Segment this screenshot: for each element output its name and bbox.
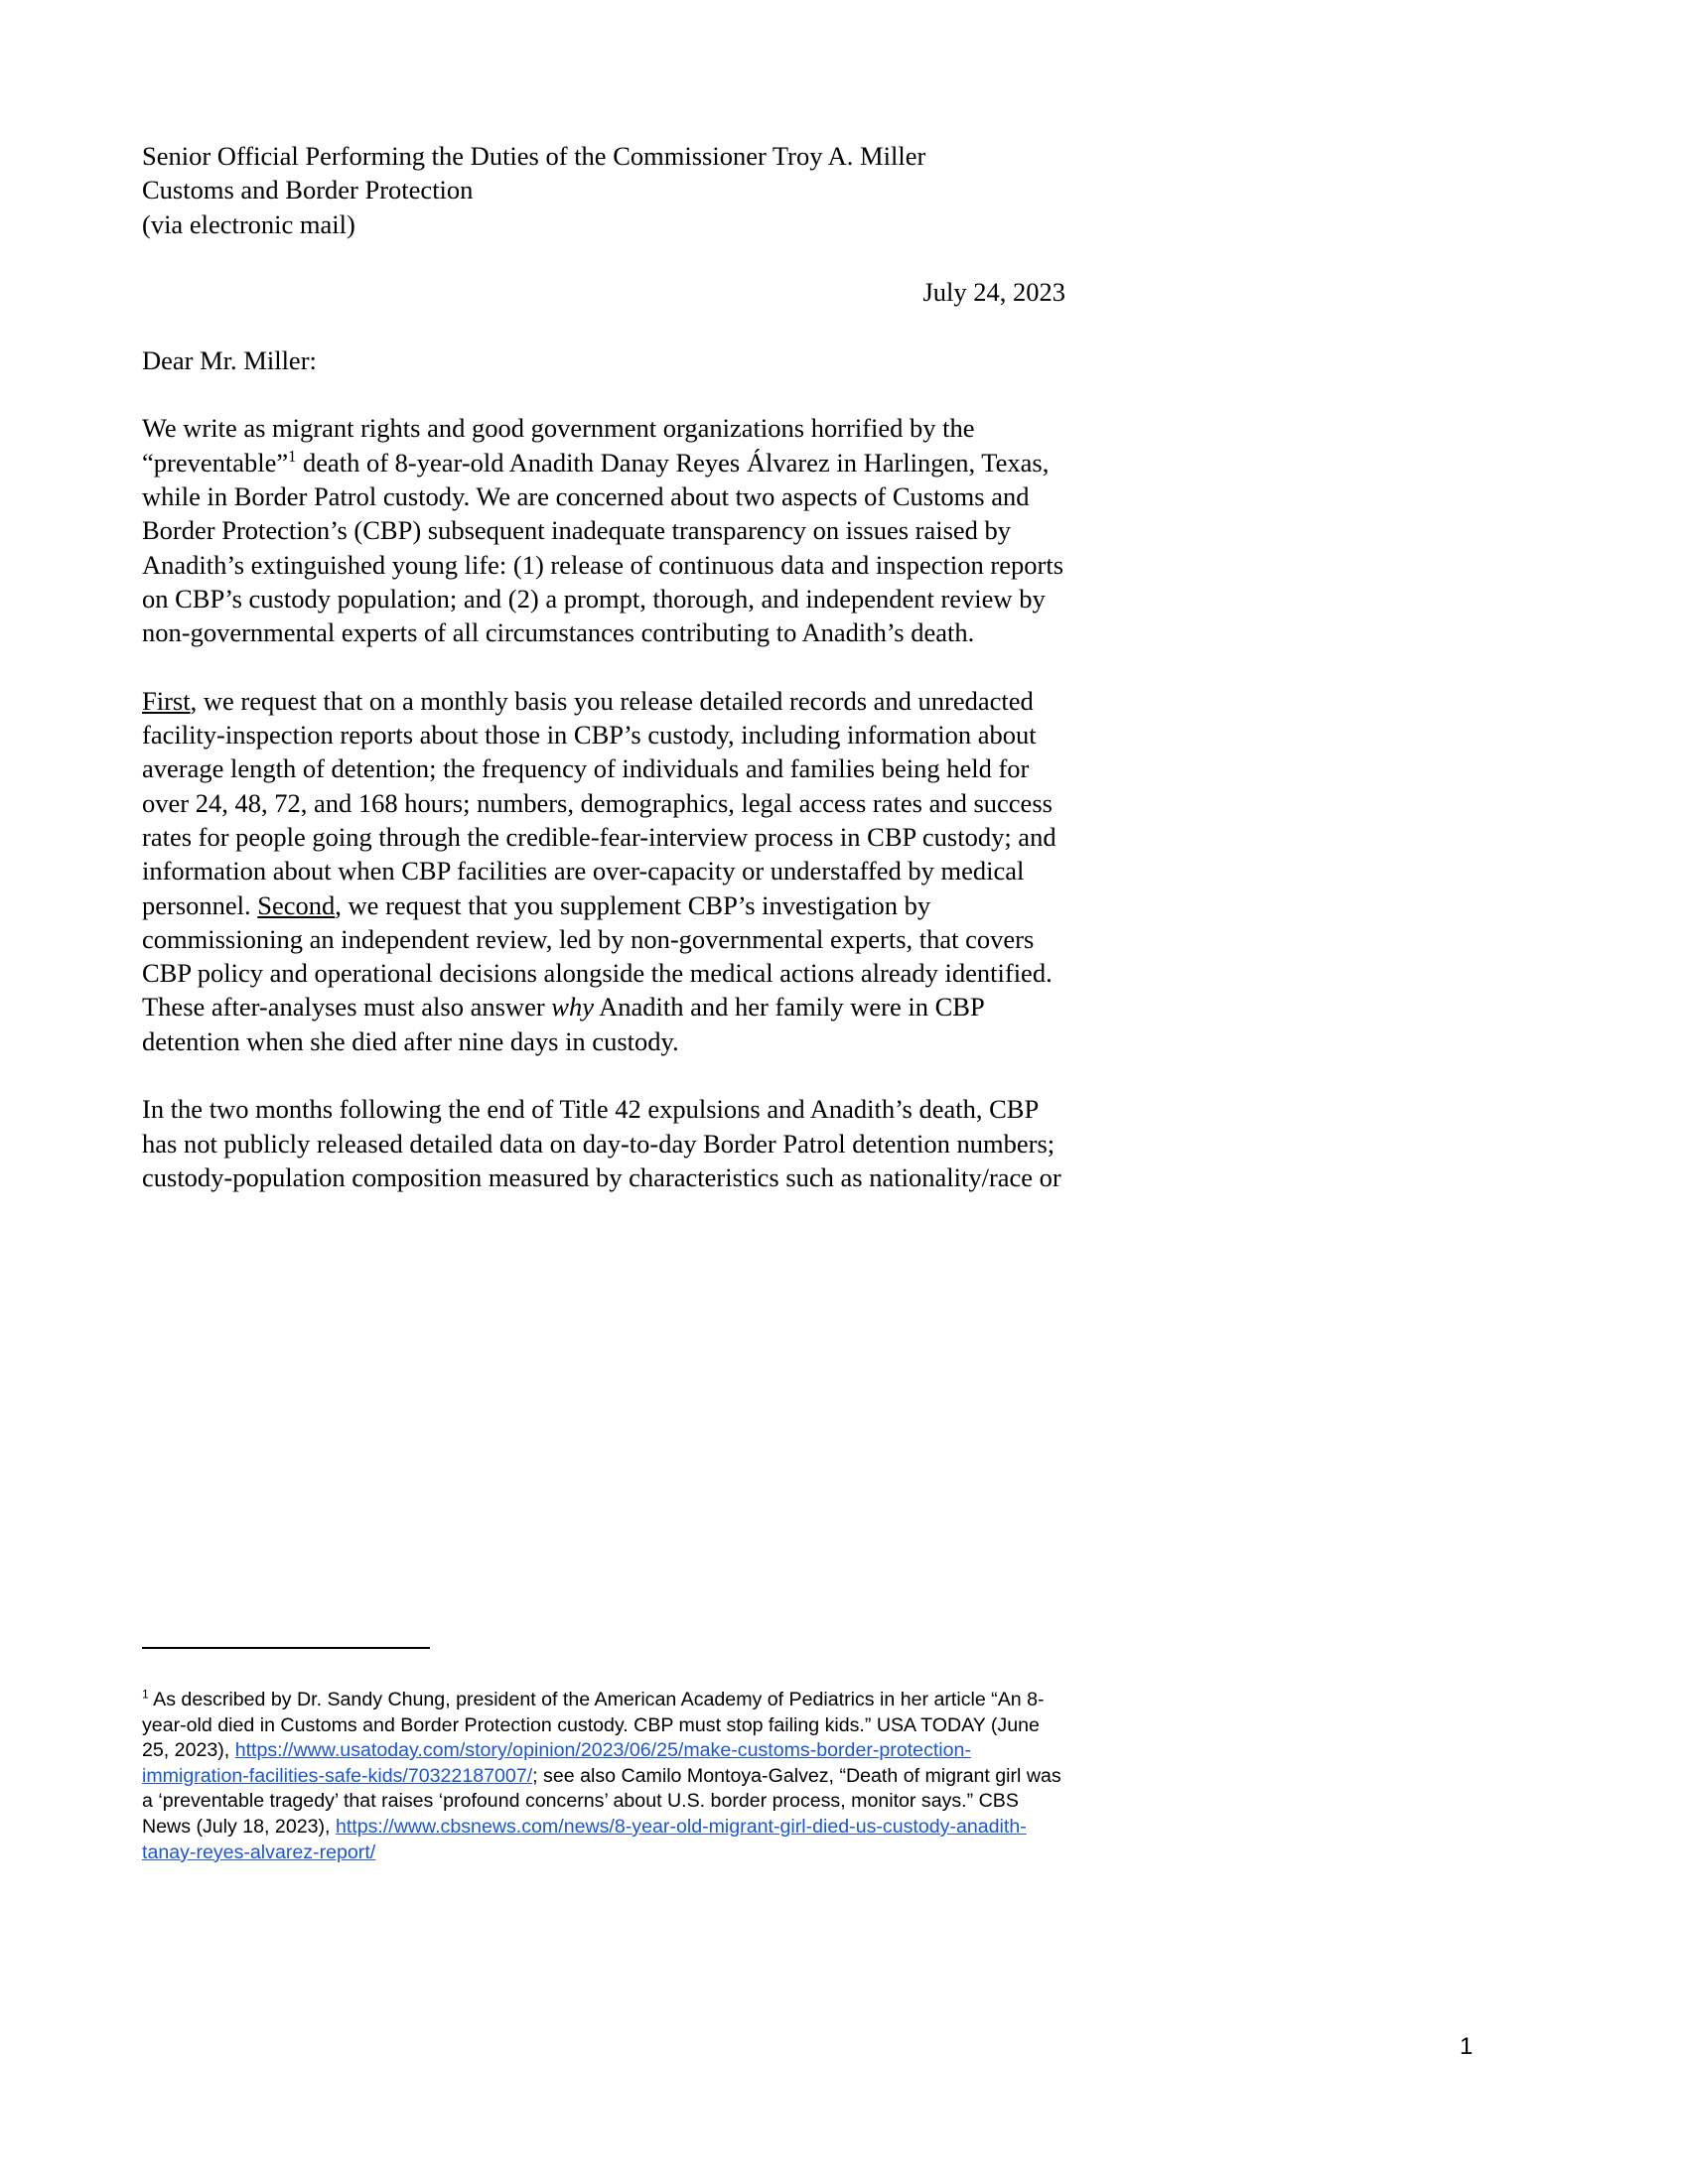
paragraph-2-text-b: , we request that you supplement CBP’s investigation by commissioning an independent review, led by non-governmental experts, that covers CBP policy and operational decisions alongside the medical actions already identified. These after-analyses must also answer xyxy=(142,889,1053,1023)
letter-date: July 24, 2023 xyxy=(922,277,1065,308)
footnote-1 xyxy=(142,1688,1070,1865)
recipient-line-3: (via electronic mail) xyxy=(142,208,355,239)
footnote-link-usatoday[interactable]: https://www.usatoday.com/story/opinion/2023/06/25/make-customs-border-protection-immigration-facilities-safe-kids/70322187007/ xyxy=(142,1739,971,1787)
emphasis-first: First xyxy=(142,685,191,716)
emphasis-second: Second xyxy=(257,889,336,920)
spacer-after-date xyxy=(142,309,1065,342)
paragraph-1-text-b: death of 8-year-old Anadith Danay Reyes Álvarez in Harlingen, Texas, while in Border Patrol custody. We are concerned about two aspects of Customs and Border Protection’s (CBP) subsequent inadequate transparency on issues raised by Anadith’s extinguished young life: (1) release of continuous data and inspection reports on CBP’s custody population; and (2) a prompt, thorough, and independent review by non-governmental experts of all circumstances contributing to Anadith’s death. xyxy=(142,447,1064,648)
footnote-separator xyxy=(142,1647,430,1649)
paragraph-3: In the two months following the end of Title 42 expulsions and Anadith’s death, CBP has not publicly released detailed data on day-to-day Border Patrol detention numbers; custody-population composition measured by characteristics such as nationality/race or xyxy=(142,1094,1061,1192)
paragraph-1-text-a: We write as migrant rights and good government organizations horrified by the “preventable” xyxy=(142,413,975,478)
recipient-line-1: Senior Official Performing the Duties of the Commissioner Troy A. Miller xyxy=(142,141,926,171)
spacer-after-recipient xyxy=(142,241,1065,275)
spacer-after-salutation xyxy=(142,377,1065,411)
letter-body xyxy=(142,139,1065,1194)
footnote-marker: 1 xyxy=(142,1687,149,1702)
paragraph-2-text-c: Anadith and her family were in CBP detention when she died after nine days in custody. xyxy=(142,992,984,1056)
salutation: Dear Mr. Miller: xyxy=(142,344,317,375)
recipient-line-2: Customs and Border Protection xyxy=(142,175,474,205)
paragraph-1 xyxy=(142,411,1065,649)
footnote-text-b: ; see also Camilo Montoya-Galvez, “Death of migrant girl was a ‘preventable tragedy’ that raises ‘profound concerns’ about U.S. border process, monitor says.” CBS News (July 18, 2023), xyxy=(142,1764,1061,1838)
footnote-link-cbsnews[interactable]: https://www.cbsnews.com/news/8-year-old-migrant-girl-died-us-custody-anadith-tanay-reyes-alvarez-report/ xyxy=(142,1815,1027,1863)
emphasis-why: why xyxy=(551,992,594,1023)
page-number: 1 xyxy=(1460,2033,1474,2060)
paragraph-2 xyxy=(142,684,1065,1058)
spacer-after-paragraph-1 xyxy=(142,649,1065,683)
footnote-text-a: As described by Dr. Sandy Chung, president of the American Academy of Pediatrics in her article “An 8-year-old died in Customs and Border Protection custody. CBP must stop failing kids.” USA TODAY (June 25, 2023), xyxy=(142,1689,1045,1762)
spacer-after-paragraph-2 xyxy=(142,1058,1065,1092)
paragraph-2-text-a: , we request that on a monthly basis you release detailed records and unredacted facility-inspection reports about those in CBP’s custody, including information about average length of detention; the frequency of individuals and families being held for over 24, 48, 72, and 168 hours; numbers, demographics, legal access rates and success rates for people going through the credible-fear-interview process in CBP custody; and information about when CBP facilities are over-capacity or understaffed by medical personnel. xyxy=(142,685,1056,920)
footnote-reference-1[interactable]: 1 xyxy=(288,446,297,466)
